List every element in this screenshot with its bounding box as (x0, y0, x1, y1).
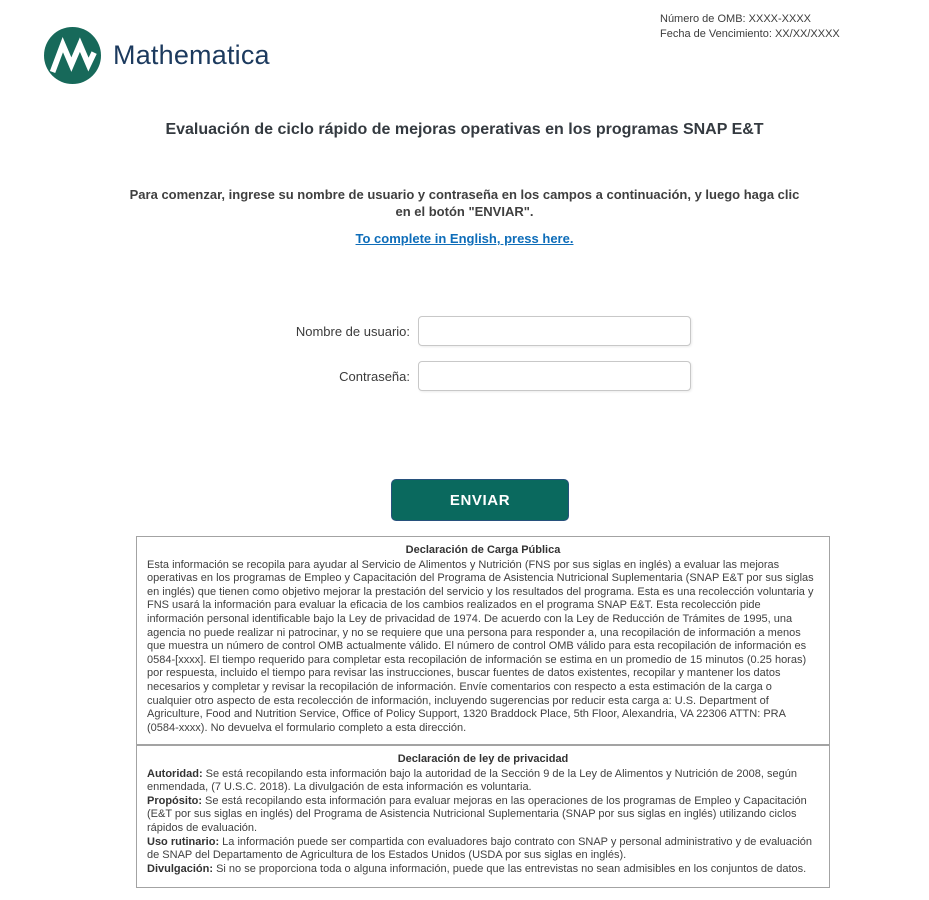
mathematica-m-icon (44, 27, 101, 84)
privacy-item-purpose: Propósito: Se está recopilando esta información para evaluar mejoras en las operaciones de los programas de Empleo y Capacitación (E&T por sus siglas en inglés) del Programa de Asistencia Nutricional Suplementaria (SNAP por sus siglas en inglés) utilizando ciclos rápidos de evaluación. (147, 794, 807, 834)
page-title: Evaluación de ciclo rápido de mejoras operativas en los programas SNAP E&T (165, 121, 764, 138)
privacy-statement-heading: Declaración de ley de privacidad (397, 753, 569, 765)
password-label: Contraseña: (339, 369, 410, 384)
login-instructions: Para comenzar, ingrese su nombre de usuario y contraseña en los campos a continuación, y luego haga clic en el botón "ENVIAR". (129, 187, 800, 219)
privacy-item-authority: Autoridad: Se está recopilando esta información bajo la autoridad de la Sección 9 de la Ley de Alimentos y Nutrición de 2008, según enmendada, (7 U.S.C. 2018). La divulgación de esta información es voluntaria. (147, 767, 797, 794)
burden-statement-body: Esta información se recopila para ayudar al Servicio de Alimentos y Nutrición (FNS por sus siglas en inglés) a evaluar las mejoras operativas en los programas de Empleo y Capacitación del Programa de Asistencia Nutricional Suplementaria (SNAP E&T por sus siglas en inglés) que tienen como objetivo mejorar la prestación del servicio y los resultados del programa. Esta es una recolección voluntaria y FNS usará la información para evaluar la eficacia de los cambios realizados en el programa SNAP E&T. Esta recolección pide información personal identificable bajo la Ley de privacidad de 1974. De acuerdo con la Ley de Reducción de Trámites de 1995, una agencia no puede realizar ni patrocinar, y no se requiere que una persona para responder a, una recopilación de información a menos que muestra un número de control OMB actualmente válido. El número de control OMB válido para esta recopilación de información es 0584-[xxxx]. El tiempo requerido para completar esta recopilación de información se estima en un promedio de 15 minutos (0.25 horas) por respuesta, incluido el tiempo para revisar las instrucciones, buscar fuentes de datos existentes, recopilar y mantener los datos necesarios y completar y revisar la recopilación de información. Envíe comentarios con respecto a esta estimación de la carga o cualquier otro aspecto de esta recolección de información, incluyendo sugerencias por reducir esta carga a: U.S. Department of Agriculture, Food and Nutrition Service, Office of Policy Support, 1320 Braddock Place, 5th Floor, Alexandria, VA 22306 ATTN: PRA (0584-xxxx). No devuelva el formulario completo a esta dirección. (147, 558, 814, 734)
omb-number: Número de OMB: XXXX-XXXX (660, 13, 811, 25)
omb-info (660, 12, 840, 42)
privacy-item-routine-use: Uso rutinario: La información puede ser compartida con evaluadores bajo contrato con SNAP y personal administrativo y de evaluación de SNAP del Departamento de Agricultura de los Estados Unidos (USDA por sus siglas en inglés). (147, 835, 813, 862)
burden-statement-box (136, 536, 830, 745)
omb-expiration: Fecha de Vencimiento: XX/XX/XXXX (660, 28, 840, 40)
burden-statement-heading: Declaración de Carga Pública (405, 544, 561, 556)
privacy-item-disclosure: Divulgación: Si no se proporciona toda o alguna información, puede que las entrevistas no sean admisibles en los conjuntos de datos. (147, 862, 807, 875)
privacy-statement-body (147, 768, 819, 877)
privacy-statement-box (136, 745, 830, 888)
english-link-row (0, 230, 929, 248)
username-label: Nombre de usuario: (295, 324, 410, 339)
english-version-link[interactable]: To complete in English, press here. (355, 231, 574, 246)
username-input[interactable] (418, 316, 691, 346)
submit-button[interactable]: ENVIAR (391, 479, 569, 521)
mathematica-logo (44, 27, 270, 84)
password-input[interactable] (418, 361, 691, 391)
logo-wordmark: Mathematica (113, 40, 270, 70)
